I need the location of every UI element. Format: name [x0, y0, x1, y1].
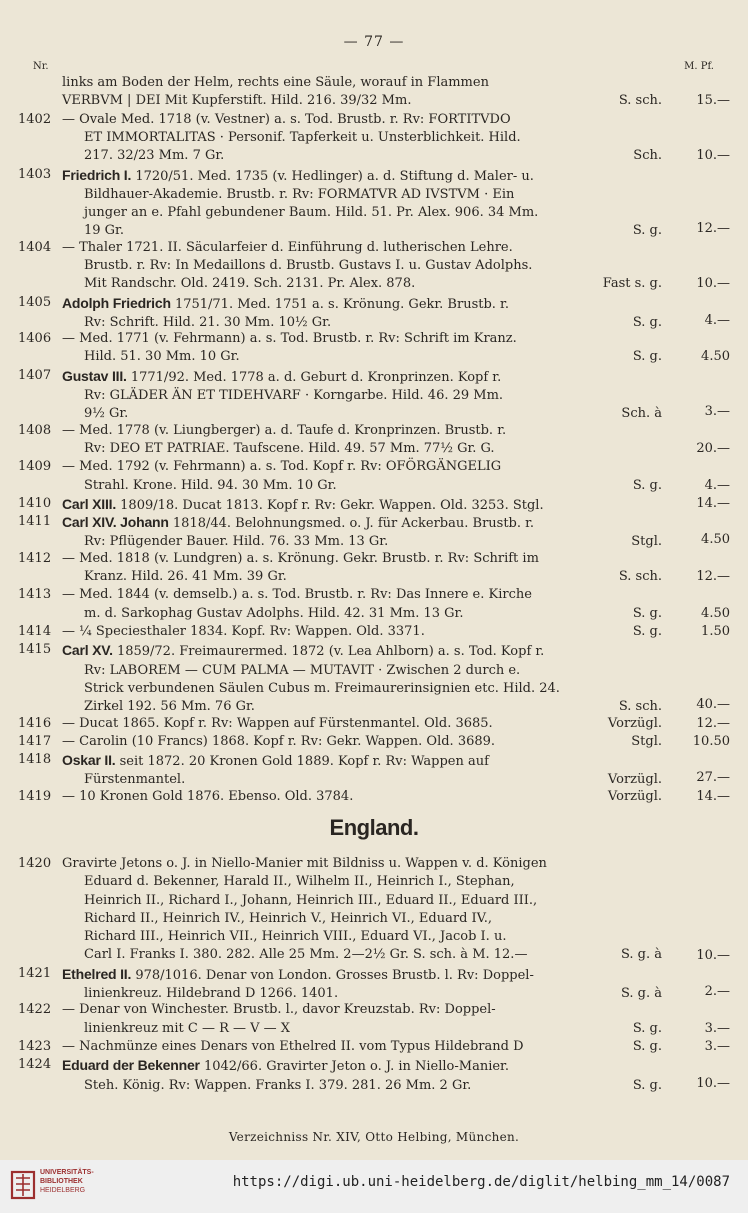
entry-line: [62, 74, 662, 92]
column-header-price: M. Pf.: [684, 61, 714, 72]
entry-description: [62, 166, 662, 241]
line-text: Richard II., Heinrich IV., Heinrich V., Heinrich VI., Eduard IV.,: [84, 910, 493, 926]
line-text: 1042/66. Gravirter Jeton o. J. in Niello-Manier.: [199, 1059, 509, 1075]
condition-label: S. sch.: [618, 569, 662, 585]
entry-number: 1415: [18, 642, 52, 658]
entry-number: 1416: [18, 715, 52, 731]
ruler-name: Carl XV.: [62, 642, 113, 659]
entry-number: 1413: [18, 587, 52, 603]
catalog-entry: [18, 294, 730, 333]
entry-price: 10.—: [696, 276, 730, 292]
condition-label: S. g. à: [620, 947, 662, 963]
entry-line: [62, 1038, 662, 1056]
condition-label: S. g.: [632, 605, 662, 621]
entry-price: 10.—: [696, 1075, 730, 1091]
entry-price: 10.50: [692, 733, 730, 749]
catalog-entry: [18, 458, 730, 495]
page-number: — 77 —: [343, 34, 405, 50]
entry-number: 1411: [18, 514, 52, 530]
condition-label: S. g.: [632, 1020, 662, 1036]
entry-line: [62, 166, 662, 186]
entry-line: [62, 111, 662, 129]
line-text: 1818/44. Belohnungsmed. o. J. für Ackerbau. Brustb. r.: [168, 516, 535, 532]
entry-number: 1420: [18, 856, 52, 871]
line-text: Gravirte Jetons o. J. in Niello-Manier mit Bildniss u. Wappen v. d. Königen: [62, 856, 547, 871]
line-text: — Nachmünze eines Denars von Ethelred II. vom Typus Hildebrand D: [62, 1039, 524, 1054]
catalog-entry: [18, 1001, 730, 1038]
line-text: — Med. 1771 (v. Fehrmann) a. s. Tod. Brustb. r. Rv: Schrift im Kranz.: [62, 331, 517, 347]
entry-line: [62, 147, 662, 165]
entry-line: [62, 239, 662, 257]
ruler-name: Carl XIII.: [62, 495, 117, 512]
entry-number: 1405: [18, 294, 52, 310]
entry-line: [62, 422, 662, 440]
line-text: 19 Gr.: [84, 223, 124, 239]
catalog-entry: [18, 513, 730, 552]
entry-price: 3.—: [704, 404, 730, 420]
entry-price: 40.—: [696, 697, 730, 713]
entry-description: [62, 715, 662, 733]
entry-price: 27.—: [696, 770, 730, 786]
condition-label: Sch.: [633, 148, 662, 164]
entry-line: [62, 275, 662, 293]
entry-line: [62, 586, 662, 604]
line-text: Mit Randschr. Old. 2419. Sch. 2131. Pr. Alex. 878.: [84, 276, 416, 292]
condition-label: S. sch.: [618, 93, 662, 109]
line-text: Steh. König. Rv: Wappen. Franks I. 379. 281. 26 Mm. 2 Gr.: [84, 1077, 472, 1093]
entry-description: [62, 294, 662, 333]
entry-price: 12.—: [696, 221, 730, 237]
entry-number: 1410: [18, 495, 52, 511]
entry-description: [62, 111, 662, 166]
catalog-entry: [18, 239, 730, 294]
section-title-england: England.: [329, 815, 419, 840]
entry-price: 4.50: [701, 532, 730, 548]
entry-description: [62, 74, 662, 111]
line-text: Kranz. Hild. 26. 41 Mm. 39 Gr.: [84, 569, 287, 585]
condition-label: S. g.: [632, 1077, 662, 1093]
condition-label: S. g.: [632, 1039, 662, 1054]
line-text: Carl I. Franks I. 380. 282. Alle 25 Mm. 2—2½ Gr. S. sch. à M. 12.—: [84, 947, 528, 963]
entry-description: [62, 422, 662, 459]
viewer-bar: [0, 1160, 748, 1213]
entry-description: [62, 1056, 662, 1095]
line-text: Rv: Pflügender Bauer. Hild. 76. 33 Mm. 13 Gr.: [84, 534, 389, 550]
entry-line: [62, 348, 662, 366]
catalog-entry: [18, 111, 730, 166]
entry-line: [62, 294, 662, 314]
condition-label: S. g.: [632, 477, 662, 493]
line-text: Brustb. r. Rv: In Medaillons d. Brustb. Gustavs I. u. Gustav Adolphs.: [84, 257, 533, 273]
entry-price: 10.—: [696, 148, 730, 164]
catalog-entry: [18, 166, 730, 241]
line-text: 1720/51. Med. 1735 (v. Hedlinger) a. d. Stiftung d. Maler- u.: [131, 168, 534, 184]
entry-description: [62, 367, 662, 424]
line-text: — 10 Kronen Gold 1876. Ebenso. Old. 3784.: [62, 788, 354, 804]
line-text: Bildhauer-Akademie. Brustb. r. Rv: FORMATVR AD IVSTVM · Ein: [84, 186, 515, 202]
entry-number: 1408: [18, 422, 52, 438]
ruler-name: Ethelred II.: [62, 965, 132, 982]
catalog-entry: [18, 74, 730, 111]
line-text: 217. 32/23 Mm. 7 Gr.: [84, 148, 225, 164]
condition-label: S. g.: [632, 624, 662, 639]
entry-line: [62, 965, 662, 985]
line-text: — ¼ Speciesthaler 1834. Kopf. Rv: Wappen. Old. 3371.: [62, 624, 425, 639]
catalog-entry: [18, 367, 730, 424]
line-text: Rv: DEO ET PATRIAE. Taufscene. Hild. 49. 57 Mm. 77½ Gr. G.: [84, 440, 495, 456]
line-text: 1809/18. Ducat 1813. Kopf r. Rv: Gekr. Wappen. Old. 3253. Stgl.: [116, 497, 544, 513]
condition-label: S. g. à: [620, 986, 662, 1002]
entry-number: 1414: [18, 624, 52, 639]
entry-price: 4.—: [704, 312, 730, 328]
line-text: Rv: LABOREM — CUM PALMA — MUTAVIT · Zwischen 2 durch e.: [84, 662, 521, 678]
condition-label: S. g.: [632, 349, 662, 365]
line-text: Rv: GLÄDER ÄN ET TIDEHVARF · Korngarbe. Hild. 46. 29 Mm.: [84, 388, 504, 404]
entry-price: 14.—: [696, 495, 730, 511]
entry-price: 14.—: [696, 788, 730, 804]
entry-number: 1407: [18, 367, 52, 383]
catalog-entry: [18, 422, 730, 459]
catalog-entry: [18, 586, 730, 623]
condition-label: Sch. à: [621, 406, 662, 422]
line-text: seit 1872. 20 Kronen Gold 1889. Kopf r. Rv: Wappen auf: [115, 754, 489, 770]
line-text: Eduard d. Bekenner, Harald II., Wilhelm II., Heinrich I., Stephan,: [84, 874, 515, 890]
condition-label: S. g.: [632, 223, 662, 239]
entry-number: 1412: [18, 550, 52, 566]
entry-line: [62, 855, 662, 873]
entry-line: [62, 458, 662, 476]
permalink-url[interactable]: https://digi.ub.uni-heidelberg.de/diglit/helbing_mm_14/0087: [232, 1174, 730, 1190]
line-text: 9½ Gr.: [84, 406, 129, 422]
ruler-name: Gustav III.: [62, 367, 127, 384]
condition-label: S. sch.: [618, 699, 662, 715]
entry-line: [62, 751, 662, 771]
condition-label: Fast s. g.: [602, 276, 662, 292]
entry-price: 10.—: [696, 947, 730, 963]
line-text: — Denar von Winchester. Brustb. l., davor Kreuzstab. Rv: Doppel-: [62, 1002, 496, 1018]
entry-price: 4.50: [701, 605, 730, 621]
entry-line: [62, 1001, 662, 1019]
entry-line: [62, 186, 662, 204]
condition-label: Stgl.: [631, 534, 662, 550]
entry-number: 1417: [18, 733, 52, 749]
catalog-entry: [18, 623, 730, 641]
line-text: links am Boden der Helm, rechts eine Säule, worauf in Flammen: [62, 75, 489, 90]
entry-number: 1424: [18, 1057, 52, 1073]
entry-line: [62, 662, 662, 680]
entry-price: 3.—: [704, 1039, 730, 1054]
entry-line: [62, 1020, 662, 1038]
catalog-entry: [18, 733, 730, 751]
catalog-footer: Verzeichniss Nr. XIV, Otto Helbing, München.: [228, 1130, 520, 1144]
line-text: linienkreuz mit C — R — V — X: [84, 1020, 291, 1036]
entry-line: [62, 550, 662, 568]
entry-number: 1409: [18, 459, 52, 475]
line-text: Rv: Schrift. Hild. 21. 30 Mm. 10½ Gr.: [84, 314, 332, 330]
catalog-entry: [18, 641, 730, 716]
entry-number: 1402: [18, 111, 52, 127]
catalog-entry: [18, 330, 730, 367]
catalog-entry: [18, 1056, 730, 1095]
entry-description: [62, 641, 662, 716]
line-text: Zirkel 192. 56 Mm. 76 Gr.: [84, 699, 255, 715]
entry-line: [62, 733, 662, 751]
entry-number: 1419: [18, 788, 52, 804]
entry-number: 1422: [18, 1002, 52, 1018]
entry-price: 12.—: [696, 569, 730, 585]
line-text: VERBVM | DEI Mit Kupferstift. Hild. 216. 39/32 Mm.: [62, 93, 412, 109]
entry-line: [62, 873, 662, 891]
entry-number: 1423: [18, 1039, 52, 1054]
entry-line: [62, 129, 662, 147]
line-text: — Thaler 1721. II. Säcularfeier d. Einführung d. lutherischen Lehre.: [62, 239, 513, 255]
entry-description: [62, 751, 662, 790]
entry-price: 15.—: [696, 93, 730, 109]
entry-line: [62, 623, 662, 641]
ruler-name: Eduard der Bekenner: [62, 1057, 200, 1074]
condition-label: Stgl.: [631, 733, 662, 749]
line-text: — Carolin (10 Francs) 1868. Kopf r. Rv: Gekr. Wappen. Old. 3689.: [62, 733, 496, 749]
line-text: junger an e. Pfahl gebundener Baum. Hild. 51. Pr. Alex. 906. 34 Mm.: [84, 205, 539, 221]
entry-number: 1421: [18, 965, 52, 981]
entry-number: 1406: [18, 331, 52, 347]
catalog-entry: [18, 751, 730, 790]
entry-number: 1418: [18, 752, 52, 768]
line-text: 978/1016. Denar von London. Grosses Brustb. l. Rv: Doppel-: [131, 967, 534, 983]
catalog-entry: [18, 715, 730, 733]
line-text: Strahl. Krone. Hild. 94. 30 Mm. 10 Gr.: [84, 477, 337, 493]
entry-description: [62, 513, 662, 552]
entry-line: [62, 680, 662, 698]
entry-line: [62, 928, 662, 946]
entry-line: [62, 910, 662, 928]
condition-label: Vorzügl.: [607, 788, 662, 804]
line-text: 1751/71. Med. 1751 a. s. Krönung. Gekr. Brustb. r.: [170, 296, 509, 312]
entry-description: [62, 239, 662, 294]
catalog-entry: [18, 855, 730, 965]
entry-line: [62, 204, 662, 222]
line-text: Strick verbundenen Säulen Cubus m. Freimaurerinsignien etc. Hild. 24.: [84, 680, 560, 696]
entry-line: [62, 257, 662, 275]
line-text: — Ovale Med. 1718 (v. Vestner) a. s. Tod. Brustb. r. Rv: FORTITVDO: [62, 111, 511, 127]
entry-line: [62, 440, 662, 458]
entry-number: 1403: [18, 166, 52, 182]
catalog-entry: [18, 495, 730, 515]
entry-description: [62, 1038, 662, 1056]
condition-label: Vorzügl.: [607, 715, 662, 731]
entry-price: 4.—: [704, 477, 730, 493]
entry-description: [62, 623, 662, 641]
entry-price: 20.—: [696, 440, 730, 456]
entry-price: 4.50: [701, 349, 730, 365]
entry-price: 1.50: [701, 624, 730, 639]
entry-description: [62, 855, 662, 965]
entry-price: 12.—: [696, 715, 730, 731]
entry-line: [62, 92, 662, 110]
entry-line: [62, 495, 662, 515]
entry-line: [62, 605, 662, 623]
entry-line: [62, 641, 662, 661]
entry-price: 2.—: [704, 984, 730, 1000]
line-text: 1859/72. Freimaurermed. 1872 (v. Lea Ahlborn) a. s. Tod. Kopf r.: [112, 644, 545, 660]
line-text: linienkreuz. Hildebrand D 1266. 1401.: [84, 986, 339, 1002]
catalog-entry: [18, 550, 730, 587]
institution-name[interactable]: UNIVERSITÄTS- BIBLIOTHEK HEIDELBERG: [40, 1169, 94, 1194]
entry-description: [62, 330, 662, 367]
ruler-name: Carl XIV. Johann: [62, 514, 169, 531]
line-text: — Med. 1778 (v. Liungberger) a. d. Taufe d. Kronprinzen. Brustb. r.: [62, 422, 507, 438]
entry-line: [62, 477, 662, 495]
entry-number: 1404: [18, 239, 52, 255]
entry-price: 3.—: [704, 1020, 730, 1036]
entry-line: [62, 946, 662, 964]
entry-line: [62, 1056, 662, 1076]
entry-description: [62, 458, 662, 495]
entry-description: [62, 586, 662, 623]
entry-description: [62, 495, 662, 515]
entry-line: [62, 568, 662, 586]
line-text: Hild. 51. 30 Mm. 10 Gr.: [84, 349, 240, 365]
entry-line: [62, 1077, 662, 1095]
catalog-entry: [18, 1038, 730, 1056]
catalog-entry: [18, 788, 730, 806]
ruler-name: Adolph Friedrich: [62, 294, 171, 311]
line-text: — Med. 1844 (v. demselb.) a. s. Tod. Brustb. r. Rv: Das Innere e. Kirche: [62, 587, 532, 603]
entry-line: [62, 367, 662, 387]
entry-line: [62, 892, 662, 910]
line-text: Richard III., Heinrich VII., Heinrich VIII., Eduard VI., Jacob I. u.: [84, 929, 507, 945]
condition-label: Vorzügl.: [607, 772, 662, 788]
condition-label: S. g.: [632, 314, 662, 330]
line-text: — Med. 1818 (v. Lundgren) a. s. Krönung. Gekr. Brustb. r. Rv: Schrift im: [62, 550, 539, 566]
entry-description: [62, 733, 662, 751]
line-text: m. d. Sarkophag Gustav Adolphs. Hild. 42. 31 Mm. 13 Gr.: [84, 605, 464, 621]
line-text: Fürstenmantel.: [84, 772, 186, 788]
ruler-name: Oskar II.: [62, 752, 116, 769]
line-text: 1771/92. Med. 1778 a. d. Geburt d. Kronprinzen. Kopf r.: [126, 369, 502, 385]
entry-line: [62, 788, 662, 806]
catalog-entry: [18, 965, 730, 1004]
line-text: Heinrich II., Richard I., Johann, Heinrich III., Eduard II., Eduard III.,: [84, 892, 538, 908]
entry-line: [62, 387, 662, 405]
entry-description: [62, 1001, 662, 1038]
line-text: ET IMMORTALITAS · Personif. Tapferkeit u. Unsterblichkeit. Hild.: [84, 129, 521, 145]
entry-description: [62, 965, 662, 1004]
entry-description: [62, 550, 662, 587]
ruler-name: Friedrich I.: [62, 166, 132, 183]
column-header-nr: Nr.: [33, 61, 49, 72]
entry-line: [62, 330, 662, 348]
line-text: — Med. 1792 (v. Fehrmann) a. s. Tod. Kopf r. Rv: OFÖRGÄNGELIG: [62, 459, 502, 475]
entry-line: [62, 513, 662, 533]
line-text: — Ducat 1865. Kopf r. Rv: Wappen auf Fürstenmantel. Old. 3685.: [62, 715, 493, 731]
entry-line: [62, 715, 662, 733]
entry-description: [62, 788, 662, 806]
